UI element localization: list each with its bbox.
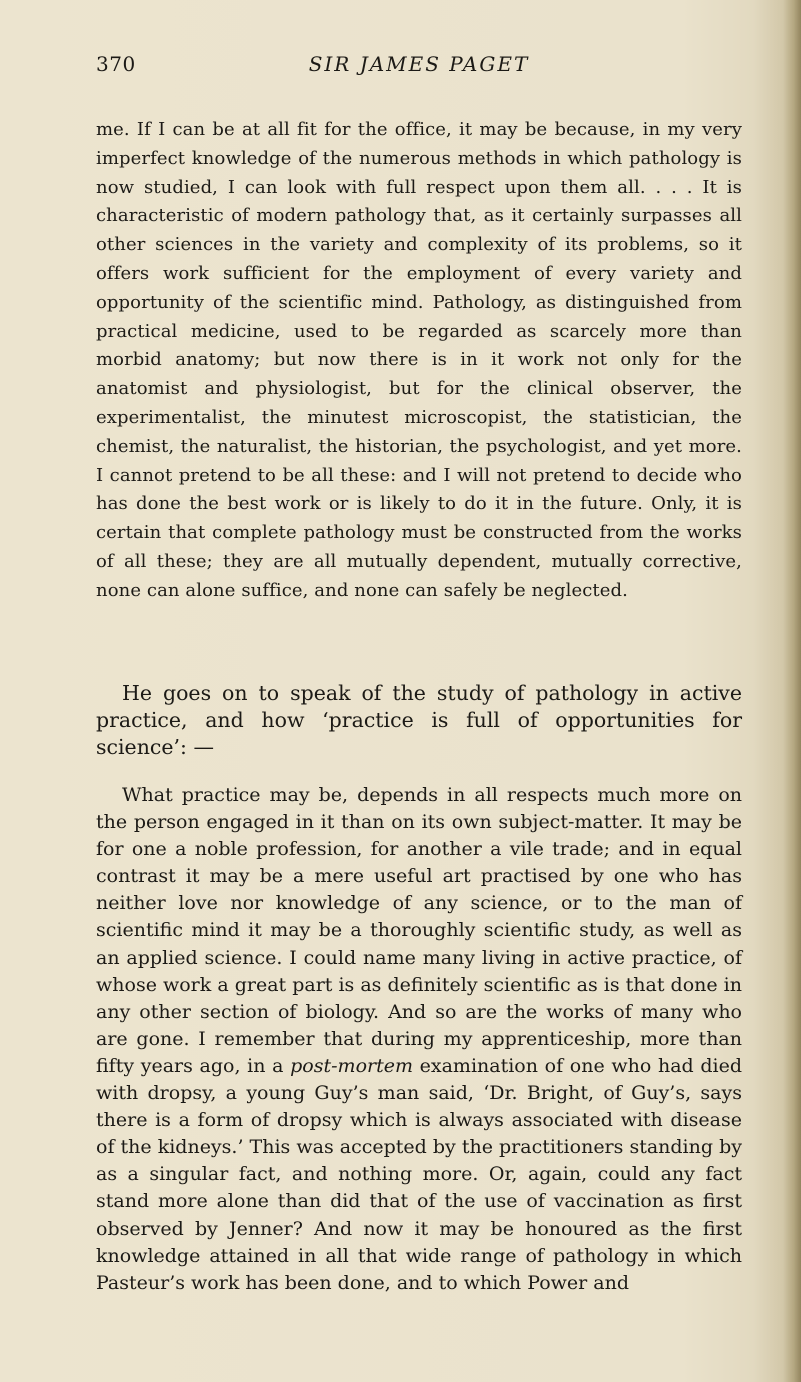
quote2-italic-term: post-mortem <box>290 1054 413 1077</box>
page-edge-shadow <box>783 0 801 1382</box>
narrative-paragraph: He goes on to speak of the study of pathology in active practice, and how ‘practice is full of opportunities for science’: — <box>96 681 742 759</box>
quoted-paragraph-2 <box>96 782 742 1297</box>
quoted-paragraph-1: me. If I can be at all fit for the office, it may be because, in my very imperfect knowledge of the numerous methods in which pathology is now studied, I can look with full respect upon them all. . . . It is characteristic of modern pathology that, as it certainly surpasses all other sciences in the variety and complexity of its problems, so it offers work sufficient for the employment of every variety and opportunity of the scientific mind. Pathology, as distinguished from practical medicine, used to be regarded as scarcely more than morbid anatomy; but now there is in it work not only for the anatomist and physiologist, but for the clinical observer, the experimentalist, the minutest microscopist, the statistician, the chemist, the naturalist, the historian, the psychologist, and yet more. I cannot pretend to be all these: and I will not pretend to decide who has done the best work or is likely to do it in the future. Only, it is certain that complete pathology must be constructed from the works of all these; they are all mutually dependent, mutually corrective, none can alone suffice, and none can safely be neglected. <box>96 119 742 601</box>
quote2-text-end: examination of one who had died with dropsy, a young Guy’s man said, ‘Dr. Bright, of Guy’s, says there is a form of dropsy which is always associated with disease of the kidneys.’ This was accepted by the practitioners standing by as a singular fact, and nothing more. Or, again, could any fact stand more alone than did that of the use of vaccination as first observed by Jenner? And now it may be honoured as the first knowledge attained in all that wide range of pathology in which Pasteur’s work has been done, and to which Power and <box>96 1054 742 1294</box>
quote2-text-start: What practice may be, depends in all respects much more on the person engaged in it than on its own subject-matter. It may be for one a noble profession, for another a vile trade; and in equal contrast it may be a mere useful art practised by one who has neither love nor knowledge of any science, or to the man of scientific mind it may be a thoroughly scientific study, as well as an applied science. I could name many living in active practice, of whose work a great part is as definitely scientific as is that done in any other section of biology. And so are the works of many who are gone. I remember that during my apprenticeship, more than fifty years ago, in a <box>96 784 742 1077</box>
page-number: 370 <box>96 52 136 76</box>
running-title: SIR JAMES PAGET <box>308 52 530 76</box>
running-header <box>96 52 742 82</box>
